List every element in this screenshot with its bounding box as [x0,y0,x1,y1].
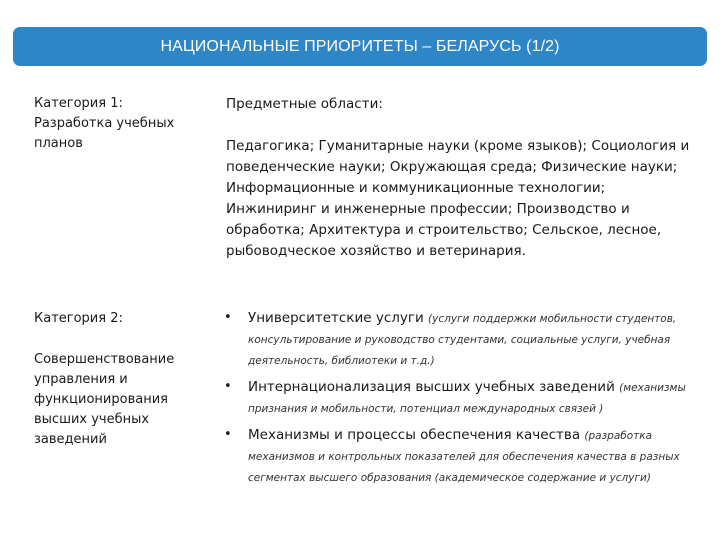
category-1-heading: Категория 1: [34,96,123,111]
subject-areas-list: Педагогика; Гуманитарные науки (кроме языков); Социология и поведенческие науки; Окружающая среда; Физические науки; Информационные и коммуникационные технологии; Инжиниринг и инженерные профессии; Производство и обработка; Архитектура и строительство; Сельское, лесное, рыбоводческое хозяйство и ветеринария. [226,138,690,259]
title-bar [13,27,707,66]
bullet-note: (разработка механизмов и контрольных показателей для обеспечения качества в разных сегментах высшего образования (академическое содержание и услуги) [248,430,680,484]
bullet-note: (механизмы признания и мобильности, потенциал международных связей ) [248,382,686,415]
bullet-text: Механизмы и процессы обеспечения качества [248,427,581,443]
bullet-icon: • [224,379,232,394]
bullet-text: Университетские услуги [248,310,424,326]
category-2-heading: Категория 2: [34,311,123,326]
bullet-note: (услуги поддержки мобильности студентов, консультирование и руководство студентами, социальные услуги, учебная деятельность, библиотеки и т.д.) [248,313,677,367]
bullet-text: Интернационализация высших учебных заведений [248,379,615,395]
category-1 [34,94,204,154]
category-2-description: Совершенствование управления и функционирования высших учебных заведений [34,352,175,447]
page-title: НАЦИОНАЛЬНЫЕ ПРИОРИТЕТЫ – БЕЛАРУСЬ (1/2) [160,37,560,55]
bullet-icon: • [224,427,232,442]
bullet-icon: • [224,310,232,325]
list-item [222,377,692,419]
category-2-bullet-list [222,308,692,494]
list-item [222,308,692,371]
subject-areas-heading: Предметные области: [226,96,383,112]
category-1-description: Разработка учебных планов [34,116,175,151]
list-item [222,425,692,488]
